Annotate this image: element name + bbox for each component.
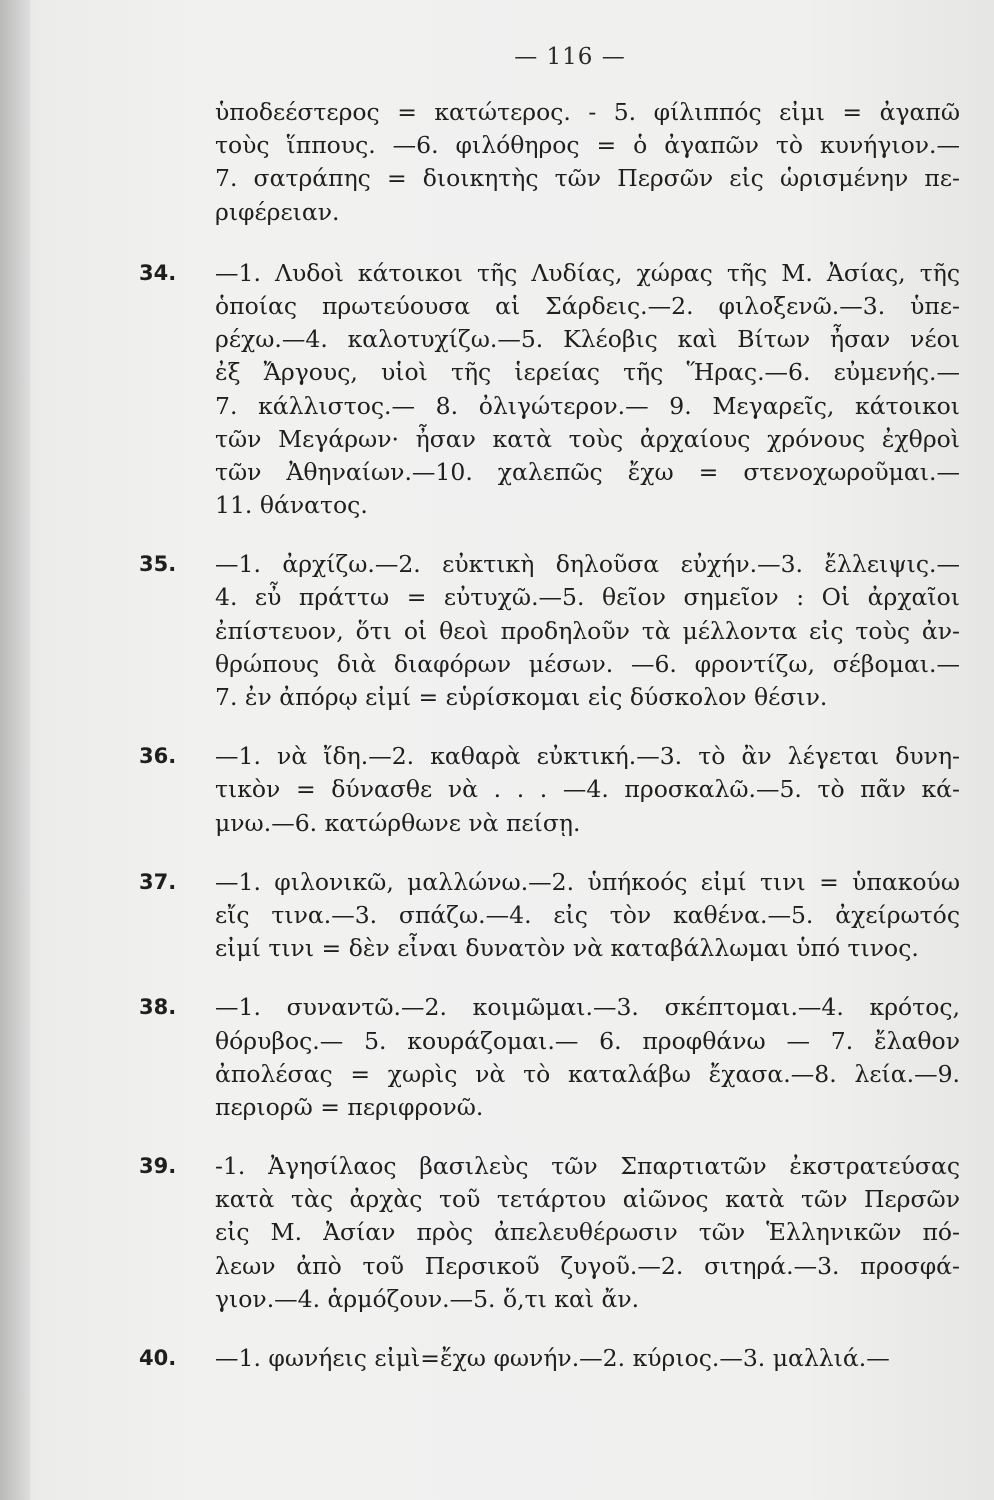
text-line: 7. σατράπης = διοικητὴς τῶν Περσῶν εἰς ὡρισμένην πε- bbox=[215, 164, 960, 193]
text-line: —1. φωνήεις εἰμὶ=ἔχω φωνήν.—2. κύριος.—3. μαλλιά.— bbox=[215, 1344, 890, 1372]
text-line: -1. Ἀγησίλαος βασιλεὺς τῶν Σπαρτιατῶν ἐκστρατεύσας bbox=[215, 1152, 960, 1181]
text-line: εἴς τινα.—3. σπάζω.—4. εἰς τὸν καθένα.—5. ἀχείρωτός bbox=[215, 900, 960, 929]
text-line: θρώπους διὰ διαφόρων μέσων. —6. φροντίζω, σέβομαι.— bbox=[215, 649, 960, 678]
text-line-wrap bbox=[139, 1342, 960, 1375]
text-line-wrap bbox=[139, 257, 960, 290]
text-line: 4. εὖ πράττω = εὐτυχῶ.—5. θεῖον σημεῖον : Οἱ ἀρχαῖοι bbox=[215, 583, 960, 612]
entry-number: 35. bbox=[139, 552, 177, 577]
text-line: 7. κάλλιστος.— 8. ὀλιγώτερον.— 9. Μεγαρεῖς, κάτοικοι bbox=[215, 391, 960, 420]
text-line-wrap bbox=[139, 740, 960, 773]
text-line: ρέχω.—4. καλοτυχίζω.—5. Κλέοβις καὶ Βίτων ἦσαν νέοι bbox=[215, 325, 960, 354]
page-number: — 116 — bbox=[514, 44, 626, 70]
text-line: μνω.—6. κατώρθωνε νὰ πείσῃ. bbox=[215, 808, 581, 837]
text-line: ὑποδεέστερος = κατώτερος. - 5. φίλιππός εἰμι = ἀγαπῶ bbox=[215, 98, 960, 126]
entry-number: 38. bbox=[139, 995, 177, 1020]
text-line: ἐπίστευον, ὅτι οἱ θεοὶ προδηλοῦν τὰ μέλλοντα εἰς τοὺς ἀν- bbox=[215, 616, 960, 645]
text-line: —1. νὰ ἴδη.—2. καθαρὰ εὐκτική.—3. τὸ ἂν λέγεται δυνη- bbox=[215, 742, 960, 771]
text-line: θόρυβος.— 5. κουράζομαι.— 6. προφθάνω — 7. ἔλαθον bbox=[215, 1026, 960, 1055]
entry-number: 40. bbox=[139, 1346, 177, 1370]
glossary-entry bbox=[139, 740, 960, 840]
glossary-entry bbox=[139, 1342, 960, 1375]
text-line: —1. συναντῶ.—2. κοιμῶμαι.—3. σκέπτομαι.—4. κρότος, bbox=[215, 993, 960, 1022]
text-line: γιον.—4. ἁρμόζουν.—5. ὅ,τι καὶ ἄν. bbox=[215, 1284, 640, 1313]
text-line: 7. ἐν ἀπόρῳ εἰμί = εὑρίσκομαι εἰς δύσκολον θέσιν. bbox=[215, 683, 828, 711]
text-line: τοὺς ἵππους. —6. φιλόθηρος = ὁ ἀγαπῶν τὸ κυνήγιον.— bbox=[215, 131, 960, 160]
glossary-entry bbox=[139, 866, 960, 966]
glossary-entry bbox=[139, 257, 960, 523]
text-line: τῶν Μεγάρων· ἦσαν κατὰ τοὺς ἀρχαίους χρόνους ἐχθροὶ bbox=[215, 424, 960, 453]
text-line: —1. Λυδοὶ κάτοικοι τῆς Λυδίας, χώρας τῆς Μ. Ἀσίας, τῆς bbox=[215, 258, 960, 287]
glossary-entry bbox=[215, 96, 960, 229]
glossary-text bbox=[139, 96, 960, 1401]
text-line-wrap bbox=[139, 548, 960, 581]
text-line: ἐξ Ἄργους, υἱοὶ τῆς ἱερείας τῆς Ἥρας.—6. εὐμενής.— bbox=[215, 358, 960, 387]
text-line: ριφέρειαν. bbox=[215, 197, 340, 226]
text-line: περιορῶ = περιφρονῶ. bbox=[215, 1092, 484, 1121]
text-line: κατὰ τὰς ἀρχὰς τοῦ τετάρτου αἰῶνος κατὰ τῶν Περσῶν bbox=[215, 1185, 960, 1214]
text-line: εἰς Μ. Ἀσίαν πρὸς ἀπελευθέρωσιν τῶν Ἑλληνικῶν πό- bbox=[215, 1218, 960, 1247]
text-line: —1. φιλονικῶ, μαλλώνω.—2. ὑπήκοός εἰμί τινι = ὑπακούω bbox=[215, 867, 960, 896]
page-binding-shadow bbox=[0, 0, 30, 1500]
entry-number: 39. bbox=[139, 1154, 177, 1179]
entry-number: 34. bbox=[139, 260, 177, 285]
text-line: εἰμί τινι = δὲν εἶναι δυνατὸν νὰ καταβάλλωμαι ὑπό τινος. bbox=[215, 934, 919, 963]
text-line-wrap bbox=[139, 1150, 960, 1183]
glossary-entry bbox=[139, 548, 960, 714]
text-line-wrap bbox=[139, 866, 960, 899]
text-line: ἀπολέσας = χωρὶς νὰ τὸ καταλάβω ἔχασα.—8. λεία.—9. bbox=[215, 1059, 960, 1088]
text-line: τικὸν = δύνασθε νὰ . . . —4. προσκαλῶ.—5. τὸ πᾶν κά- bbox=[215, 775, 960, 804]
text-line: —1. ἀρχίζω.—2. εὐκτικὴ δηλοῦσα εὐχήν.—3. ἔλλειψις.— bbox=[215, 550, 960, 579]
text-line: ὁποίας πρωτεύουσα αἱ Σάρδεις.—2. φιλοξενῶ.—3. ὑπε- bbox=[215, 291, 960, 320]
text-line: 11. θάνατος. bbox=[215, 491, 368, 520]
entry-number: 36. bbox=[139, 744, 177, 769]
glossary-entry bbox=[139, 1150, 960, 1316]
glossary-entry bbox=[139, 991, 960, 1124]
text-line-wrap bbox=[139, 991, 960, 1024]
entry-number: 37. bbox=[139, 869, 177, 894]
text-line: τῶν Ἀθηναίων.—10. χαλεπῶς ἔχω = στενοχωροῦμαι.— bbox=[215, 457, 960, 486]
text-line: λεων ἀπὸ τοῦ Περσικοῦ ζυγοῦ.—2. σιτηρά.—3. προσφά- bbox=[215, 1251, 960, 1280]
